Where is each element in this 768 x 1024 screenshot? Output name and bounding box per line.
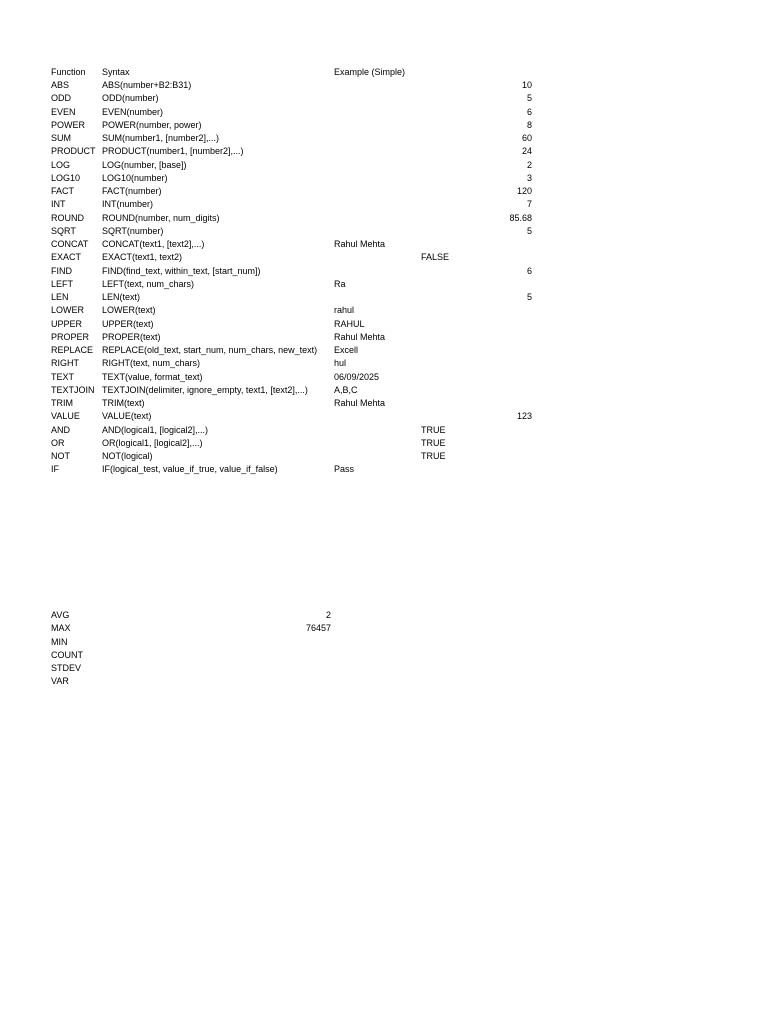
syntax-cell: LOWER(text): [102, 305, 156, 315]
example-cell: Pass: [334, 464, 355, 474]
function-cell: ROUND: [51, 213, 84, 223]
numeric-cell: 85.68: [509, 213, 532, 223]
function-cell: LOG: [51, 160, 71, 170]
header-syntax: Syntax: [102, 67, 130, 77]
stats-row: [0, 622, 768, 635]
syntax-cell: PRODUCT(number1, [number2],...): [102, 146, 244, 156]
stat-value: 2: [325, 610, 331, 620]
syntax-cell: REPLACE(old_text, start_num, num_chars, new_text): [102, 345, 318, 355]
syntax-cell: EVEN(number): [102, 107, 164, 117]
stat-label: COUNT: [51, 650, 83, 660]
syntax-cell: LEN(text): [102, 292, 141, 302]
example-cell: hul: [334, 358, 347, 368]
example-cell: Rahul Mehta: [334, 332, 386, 342]
function-cell: LEN: [51, 292, 69, 302]
syntax-cell: ODD(number): [102, 93, 159, 103]
syntax-cell: SUM(number1, [number2],...): [102, 133, 220, 143]
table-row: [0, 225, 768, 238]
header-example: Example (Simple): [334, 67, 406, 77]
table-row: [0, 437, 768, 450]
syntax-cell: CONCAT(text1, [text2],...): [102, 239, 205, 249]
syntax-cell: LOG(number, [base]): [102, 160, 187, 170]
syntax-cell: FIND(find_text, within_text, [start_num]): [102, 266, 261, 276]
numeric-cell: 5: [526, 292, 532, 302]
function-cell: TEXT: [51, 372, 75, 382]
numeric-cell: 6: [526, 266, 532, 276]
table-row: [0, 278, 768, 291]
syntax-cell: AND(logical1, [logical2],...): [102, 425, 209, 435]
numeric-cell: 5: [526, 226, 532, 236]
table-row: [0, 159, 768, 172]
function-cell: POWER: [51, 120, 86, 130]
table-row: [0, 119, 768, 132]
numeric-cell: 24: [521, 146, 532, 156]
syntax-cell: VALUE(text): [102, 411, 152, 421]
table-row: [0, 291, 768, 304]
function-cell: VALUE: [51, 411, 80, 421]
example-cell: A,B,C: [334, 385, 358, 395]
stat-label: MIN: [51, 637, 68, 647]
table-row: [0, 410, 768, 423]
stats-row: [0, 636, 768, 649]
table-row: [0, 384, 768, 397]
function-cell: NOT: [51, 451, 70, 461]
numeric-cell: 123: [516, 411, 532, 421]
table-row: [0, 397, 768, 410]
syntax-cell: TEXT(value, format_text): [102, 372, 203, 382]
numeric-cell: 8: [526, 120, 532, 130]
stat-label: AVG: [51, 610, 70, 620]
function-cell: TEXTJOIN: [51, 385, 95, 395]
syntax-cell: UPPER(text): [102, 319, 154, 329]
table-row: [0, 371, 768, 384]
header-row: [0, 66, 768, 79]
syntax-cell: LEFT(text, num_chars): [102, 279, 195, 289]
example-cell: Rahul Mehta: [334, 398, 386, 408]
table-row: [0, 265, 768, 278]
syntax-cell: POWER(number, power): [102, 120, 202, 130]
numeric-cell: 120: [516, 186, 532, 196]
boolean-cell: TRUE: [421, 451, 446, 461]
function-cell: UPPER: [51, 319, 83, 329]
function-cell: PROPER: [51, 332, 90, 342]
table-row: [0, 318, 768, 331]
stats-row: [0, 675, 768, 688]
function-cell: TRIM: [51, 398, 73, 408]
numeric-cell: 6: [526, 107, 532, 117]
function-cell: AND: [51, 425, 71, 435]
stats-row: [0, 609, 768, 622]
function-cell: FIND: [51, 266, 72, 276]
table-row: [0, 106, 768, 119]
numeric-cell: 60: [521, 133, 532, 143]
function-cell: LEFT: [51, 279, 74, 289]
table-row: [0, 424, 768, 437]
table-row: [0, 331, 768, 344]
boolean-cell: FALSE: [421, 252, 450, 262]
stat-label: MAX: [51, 623, 71, 633]
table-row: [0, 238, 768, 251]
table-row: [0, 344, 768, 357]
function-cell: LOWER: [51, 305, 85, 315]
syntax-cell: INT(number): [102, 199, 154, 209]
stat-value: 76457: [305, 623, 331, 633]
example-cell: 06/09/2025: [334, 372, 380, 382]
stat-label: STDEV: [51, 663, 82, 673]
numeric-cell: 2: [526, 160, 532, 170]
function-cell: SQRT: [51, 226, 76, 236]
function-cell: ODD: [51, 93, 71, 103]
syntax-cell: PROPER(text): [102, 332, 161, 342]
stats-row: [0, 662, 768, 675]
function-cell: EXACT: [51, 252, 82, 262]
numeric-cell: 3: [526, 173, 532, 183]
function-cell: REPLACE: [51, 345, 94, 355]
syntax-cell: SQRT(number): [102, 226, 164, 236]
boolean-cell: TRUE: [421, 438, 446, 448]
function-cell: SUM: [51, 133, 71, 143]
syntax-cell: RIGHT(text, num_chars): [102, 358, 201, 368]
function-cell: INT: [51, 199, 66, 209]
syntax-cell: ROUND(number, num_digits): [102, 213, 220, 223]
example-cell: RAHUL: [334, 319, 365, 329]
stat-label: VAR: [51, 676, 69, 686]
numeric-cell: 10: [521, 80, 532, 90]
table-row: [0, 132, 768, 145]
syntax-cell: EXACT(text1, text2): [102, 252, 183, 262]
function-cell: PRODUCT: [51, 146, 96, 156]
numeric-cell: 7: [526, 199, 532, 209]
function-cell: LOG10: [51, 173, 81, 183]
syntax-cell: ABS(number+B2:B31): [102, 80, 192, 90]
function-cell: OR: [51, 438, 65, 448]
example-cell: Rahul Mehta: [334, 239, 386, 249]
syntax-cell: LOG10(number): [102, 173, 168, 183]
table-row: [0, 251, 768, 264]
header-function: Function: [51, 67, 86, 77]
syntax-cell: FACT(number): [102, 186, 162, 196]
syntax-cell: OR(logical1, [logical2],...): [102, 438, 203, 448]
example-cell: Excell: [334, 345, 359, 355]
function-cell: IF: [51, 464, 59, 474]
function-cell: FACT: [51, 186, 75, 196]
table-row: [0, 304, 768, 317]
table-row: [0, 212, 768, 225]
table-row: [0, 357, 768, 370]
boolean-cell: TRUE: [421, 425, 446, 435]
table-row: [0, 185, 768, 198]
table-row: [0, 450, 768, 463]
table-row: [0, 92, 768, 105]
table-row: [0, 172, 768, 185]
function-cell: CONCAT: [51, 239, 89, 249]
stats-row: [0, 649, 768, 662]
example-cell: Ra: [334, 279, 346, 289]
function-cell: ABS: [51, 80, 70, 90]
syntax-cell: TEXTJOIN(delimiter, ignore_empty, text1, [text2],...): [102, 385, 308, 395]
function-cell: RIGHT: [51, 358, 79, 368]
table-row: [0, 198, 768, 211]
table-row: [0, 79, 768, 92]
table-row: [0, 463, 768, 476]
syntax-cell: TRIM(text): [102, 398, 145, 408]
numeric-cell: 5: [526, 93, 532, 103]
table-row: [0, 145, 768, 158]
syntax-cell: NOT(logical): [102, 451, 153, 461]
function-cell: EVEN: [51, 107, 76, 117]
example-cell: rahul: [334, 305, 355, 315]
syntax-cell: IF(logical_test, value_if_true, value_if_false): [102, 464, 278, 474]
